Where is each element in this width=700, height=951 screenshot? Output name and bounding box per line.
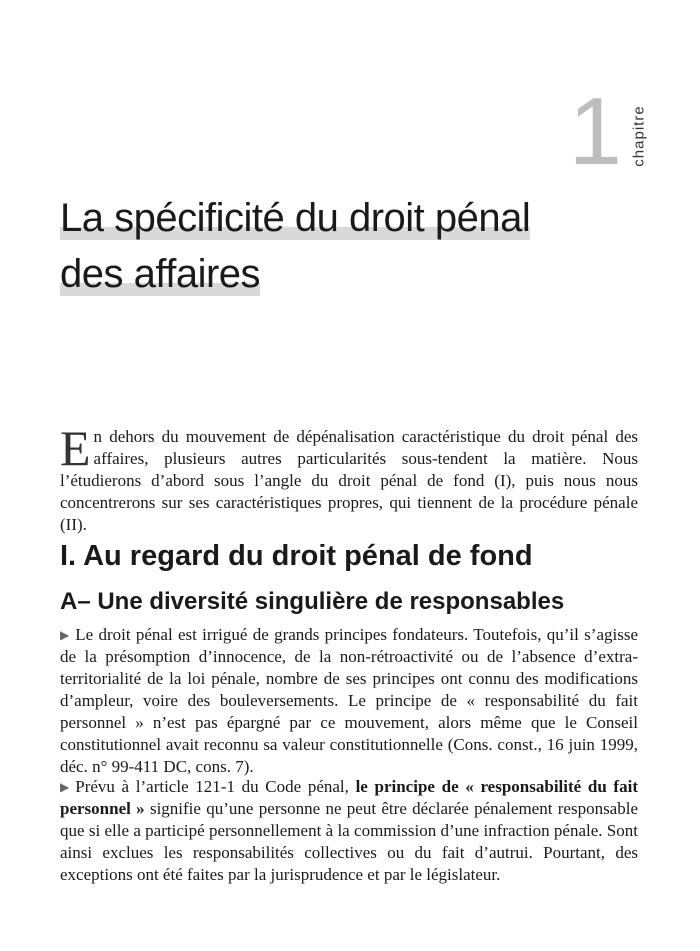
- subsection-heading: A– Une diversité singulière de responsables: [60, 588, 565, 615]
- paragraph-2-text-end: signifie qu’une personne ne peut être déclarée pénalement responsable que si elle a participé personnellement à la commission d’une infraction pénale. Sont ainsi exclues les responsabilités collectives ou du fait d’autrui. Pourtant, des exceptions ont été faites par la jurisprudence et par le législateur.: [60, 799, 638, 884]
- chapter-label: chapitre: [630, 105, 648, 167]
- section-heading: I. Au regard du droit pénal de fond: [60, 540, 533, 572]
- drop-cap: E: [60, 420, 91, 476]
- chapter-title-line-1: La spécificité du droit pénal: [60, 192, 530, 244]
- intro-paragraph: [60, 420, 638, 536]
- paragraph-1: [60, 624, 638, 778]
- triangle-right-icon: ▶: [60, 628, 70, 642]
- chapter-number: 1: [568, 78, 622, 185]
- chapter-title: [60, 192, 620, 304]
- paragraph-2: [60, 776, 638, 886]
- triangle-right-icon: ▶: [60, 780, 70, 794]
- chapter-mark: [568, 78, 650, 185]
- paragraph-1-text: Le droit pénal est irrigué de grands principes fondateurs. Toutefois, qu’il s’agisse de la présomption d’innocence, de la non-rétroactivité ou de l’absence d’extraterritorialité de la loi pénale, nombre de ses principes ont connu des modifications d’ampleur, voire des bouleversements. Le principe de « responsabilité du fait personnel » n’est pas épargné par ce mouvement, alors même que le Conseil constitutionnel avait reconnu sa valeur constitutionnelle (Cons. const., 16 juin 1999, déc. n° 99-411 DC, cons. 7).: [60, 625, 638, 776]
- paragraph-2-emphasis: le principe de « responsabilité du fait personnel »: [60, 777, 638, 818]
- intro-text: n dehors du mouvement de dépénalisation caractéristique du droit pénal des affaires, plusieurs autres particularités sous-tendent la matière. Nous l’étudierons d’abord sous l’angle du droit pénal de fond (I), puis nous nous concentrerons sur ses caractéristiques propres, qui tiennent de la procédure pénale (II).: [60, 427, 638, 534]
- paragraph-2-text-start: Prévu à l’article 121-1 du Code pénal,: [75, 777, 356, 796]
- chapter-title-line-2: des affaires: [60, 248, 260, 300]
- chapter-label-wrap: [628, 96, 650, 176]
